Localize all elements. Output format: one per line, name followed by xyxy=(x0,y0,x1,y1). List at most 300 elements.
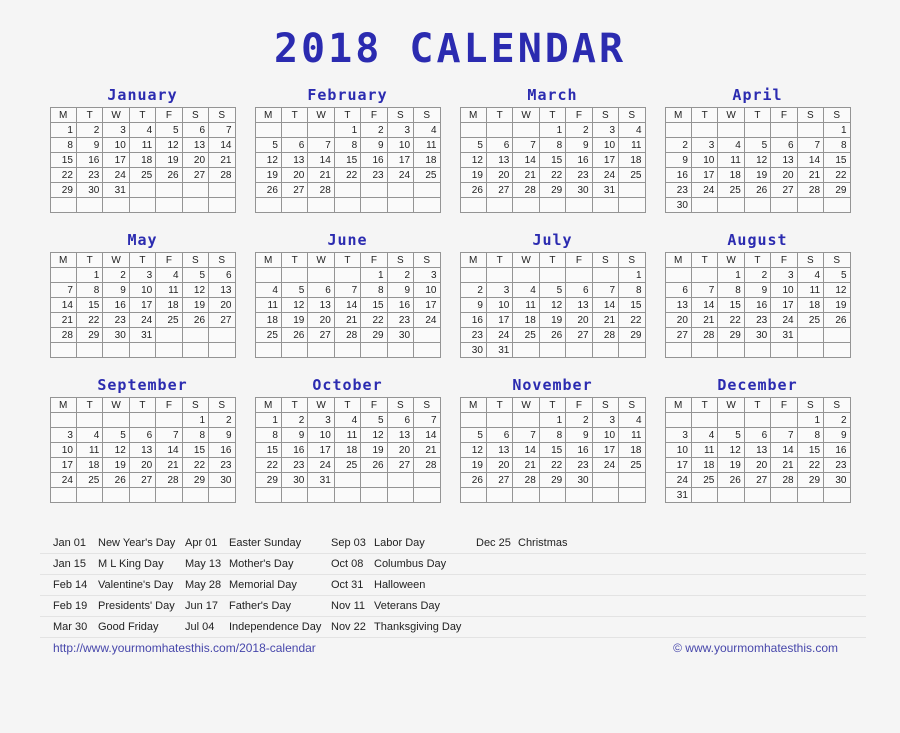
day-cell: 30 xyxy=(387,328,413,343)
day-cell: 15 xyxy=(334,153,360,168)
day-cell: 21 xyxy=(592,313,618,328)
day-cell: 5 xyxy=(103,428,129,443)
day-cell: 4 xyxy=(156,268,182,283)
day-cell: 14 xyxy=(513,443,539,458)
holiday-row xyxy=(40,533,866,554)
month-grid-table xyxy=(50,397,236,503)
weekday-header: T xyxy=(76,253,102,268)
weekday-header: S xyxy=(387,253,413,268)
day-cell: 6 xyxy=(129,428,155,443)
day-cell: 8 xyxy=(824,138,850,153)
holiday-name: Memorial Day xyxy=(229,579,297,591)
day-cell: 4 xyxy=(76,428,102,443)
month-grid-table xyxy=(665,397,851,503)
weekday-header: S xyxy=(387,108,413,123)
day-cell: 31 xyxy=(486,343,512,358)
empty-day-cell xyxy=(255,123,281,138)
empty-day-cell xyxy=(50,198,76,213)
month-october xyxy=(255,376,441,503)
week-row xyxy=(255,443,440,458)
day-cell: 24 xyxy=(592,458,618,473)
empty-day-cell xyxy=(592,473,618,488)
empty-day-cell xyxy=(156,488,182,503)
day-cell: 15 xyxy=(797,443,823,458)
day-cell: 25 xyxy=(797,313,823,328)
holiday-name: Mother's Day xyxy=(229,558,294,570)
weekday-header: W xyxy=(718,253,744,268)
empty-day-cell xyxy=(718,488,744,503)
week-row xyxy=(665,313,850,328)
day-cell: 17 xyxy=(665,458,691,473)
month-grid-table xyxy=(50,252,236,358)
day-cell: 17 xyxy=(414,298,440,313)
day-cell: 5 xyxy=(460,428,486,443)
empty-day-cell xyxy=(486,268,512,283)
weekday-header: S xyxy=(592,108,618,123)
month-grid-table xyxy=(255,107,441,213)
day-cell: 14 xyxy=(414,428,440,443)
day-cell: 27 xyxy=(281,183,307,198)
day-cell: 31 xyxy=(665,488,691,503)
day-cell: 14 xyxy=(513,153,539,168)
day-cell: 15 xyxy=(824,153,850,168)
empty-day-cell xyxy=(744,343,770,358)
day-cell: 26 xyxy=(182,313,208,328)
empty-day-cell xyxy=(824,488,850,503)
empty-day-cell xyxy=(334,268,360,283)
day-cell: 11 xyxy=(513,298,539,313)
day-cell: 3 xyxy=(414,268,440,283)
holiday-name: Good Friday xyxy=(98,621,159,633)
day-cell: 11 xyxy=(156,283,182,298)
weekday-header: F xyxy=(771,108,797,123)
empty-day-cell xyxy=(797,328,823,343)
day-cell: 19 xyxy=(718,458,744,473)
month-title: December xyxy=(717,376,798,394)
week-row xyxy=(665,283,850,298)
empty-day-cell xyxy=(387,473,413,488)
day-cell: 2 xyxy=(281,413,307,428)
empty-day-cell xyxy=(691,488,717,503)
day-cell: 12 xyxy=(255,153,281,168)
week-row xyxy=(665,343,850,358)
day-cell: 27 xyxy=(744,473,770,488)
weekday-header: M xyxy=(665,253,691,268)
weekday-header: S xyxy=(619,108,645,123)
day-cell: 18 xyxy=(513,313,539,328)
weekday-header: T xyxy=(129,253,155,268)
day-cell: 11 xyxy=(76,443,102,458)
day-cell: 7 xyxy=(50,283,76,298)
weekday-header: M xyxy=(460,108,486,123)
empty-day-cell xyxy=(334,473,360,488)
weekday-header: T xyxy=(744,108,770,123)
weekday-header: M xyxy=(460,398,486,413)
week-row xyxy=(255,298,440,313)
day-cell: 28 xyxy=(308,183,334,198)
day-cell: 2 xyxy=(665,138,691,153)
day-cell: 22 xyxy=(539,168,565,183)
day-cell: 1 xyxy=(539,413,565,428)
day-cell: 5 xyxy=(744,138,770,153)
day-cell: 21 xyxy=(414,443,440,458)
weekday-header: F xyxy=(566,253,592,268)
holiday-name: Easter Sunday xyxy=(229,537,302,549)
week-row xyxy=(50,123,235,138)
week-row xyxy=(50,313,235,328)
empty-day-cell xyxy=(797,488,823,503)
weekday-header: F xyxy=(361,108,387,123)
day-cell: 26 xyxy=(361,458,387,473)
empty-day-cell xyxy=(665,123,691,138)
day-cell: 8 xyxy=(255,428,281,443)
day-cell: 12 xyxy=(281,298,307,313)
weekday-header: T xyxy=(486,108,512,123)
holiday-name: Father's Day xyxy=(229,600,292,612)
month-grid-table xyxy=(460,107,646,213)
page-title: 2018 CALENDAR xyxy=(273,26,627,72)
holiday-date: Nov 22 xyxy=(331,621,366,633)
week-row xyxy=(50,473,235,488)
day-cell: 5 xyxy=(255,138,281,153)
week-row xyxy=(255,198,440,213)
week-row xyxy=(255,428,440,443)
holiday-name: Christmas xyxy=(518,537,568,549)
day-cell: 11 xyxy=(718,153,744,168)
day-cell: 6 xyxy=(182,123,208,138)
day-cell: 20 xyxy=(129,458,155,473)
empty-day-cell xyxy=(361,488,387,503)
day-cell: 14 xyxy=(797,153,823,168)
weekday-header: W xyxy=(308,253,334,268)
holiday-date: Jun 17 xyxy=(185,600,219,612)
day-cell: 2 xyxy=(209,413,235,428)
week-row xyxy=(460,488,645,503)
day-cell: 28 xyxy=(771,473,797,488)
empty-day-cell xyxy=(771,123,797,138)
day-cell: 23 xyxy=(361,168,387,183)
weekday-header: M xyxy=(665,108,691,123)
week-row xyxy=(255,328,440,343)
weekday-header: S xyxy=(209,398,235,413)
week-row xyxy=(460,313,645,328)
day-cell: 25 xyxy=(513,328,539,343)
day-cell: 7 xyxy=(334,283,360,298)
day-cell: 10 xyxy=(592,138,618,153)
weekday-header: F xyxy=(156,108,182,123)
weekday-header: S xyxy=(414,253,440,268)
day-cell: 29 xyxy=(797,473,823,488)
empty-day-cell xyxy=(414,473,440,488)
empty-day-cell xyxy=(387,488,413,503)
day-cell: 10 xyxy=(129,283,155,298)
empty-day-cell xyxy=(619,343,645,358)
day-cell: 5 xyxy=(361,413,387,428)
empty-day-cell xyxy=(308,268,334,283)
day-cell: 12 xyxy=(539,298,565,313)
empty-day-cell xyxy=(592,198,618,213)
week-row xyxy=(255,268,440,283)
week-row xyxy=(255,123,440,138)
empty-day-cell xyxy=(308,198,334,213)
day-cell: 27 xyxy=(566,328,592,343)
day-cell: 4 xyxy=(414,123,440,138)
day-cell: 13 xyxy=(665,298,691,313)
day-cell: 4 xyxy=(513,283,539,298)
empty-day-cell xyxy=(103,413,129,428)
day-cell: 22 xyxy=(797,458,823,473)
weekday-header: S xyxy=(824,253,850,268)
day-cell: 27 xyxy=(771,183,797,198)
week-row xyxy=(50,138,235,153)
day-cell: 3 xyxy=(129,268,155,283)
day-cell: 5 xyxy=(281,283,307,298)
empty-day-cell xyxy=(539,268,565,283)
day-cell: 16 xyxy=(209,443,235,458)
week-row xyxy=(50,488,235,503)
empty-day-cell xyxy=(513,343,539,358)
empty-day-cell xyxy=(76,343,102,358)
month-title: October xyxy=(312,376,383,394)
month-march xyxy=(460,86,646,213)
weekday-header: M xyxy=(255,253,281,268)
week-row xyxy=(50,343,235,358)
day-cell: 6 xyxy=(387,413,413,428)
weekday-header: W xyxy=(308,398,334,413)
day-cell: 12 xyxy=(460,153,486,168)
day-cell: 10 xyxy=(414,283,440,298)
week-row xyxy=(665,138,850,153)
day-cell: 2 xyxy=(460,283,486,298)
day-cell: 13 xyxy=(486,153,512,168)
day-cell: 23 xyxy=(209,458,235,473)
week-row xyxy=(50,428,235,443)
empty-day-cell xyxy=(209,183,235,198)
empty-day-cell xyxy=(797,123,823,138)
day-cell: 7 xyxy=(513,138,539,153)
empty-day-cell xyxy=(797,343,823,358)
day-cell: 2 xyxy=(76,123,102,138)
weekday-header: T xyxy=(539,108,565,123)
empty-day-cell xyxy=(281,488,307,503)
week-row xyxy=(255,458,440,473)
day-cell: 16 xyxy=(744,298,770,313)
weekday-header: S xyxy=(797,108,823,123)
day-cell: 6 xyxy=(209,268,235,283)
empty-day-cell xyxy=(255,198,281,213)
day-cell: 19 xyxy=(182,298,208,313)
day-cell: 25 xyxy=(619,168,645,183)
day-cell: 31 xyxy=(308,473,334,488)
empty-day-cell xyxy=(513,488,539,503)
day-cell: 28 xyxy=(414,458,440,473)
week-row xyxy=(460,428,645,443)
day-cell: 20 xyxy=(744,458,770,473)
week-row xyxy=(460,168,645,183)
day-cell: 15 xyxy=(76,298,102,313)
weekday-header: S xyxy=(592,253,618,268)
weekday-header: F xyxy=(566,398,592,413)
day-cell: 13 xyxy=(771,153,797,168)
weekday-header: S xyxy=(797,253,823,268)
holiday-date: Jan 01 xyxy=(53,537,87,549)
day-cell: 11 xyxy=(619,138,645,153)
day-cell: 12 xyxy=(718,443,744,458)
empty-day-cell xyxy=(182,183,208,198)
holidays-list xyxy=(40,533,866,638)
empty-day-cell xyxy=(156,328,182,343)
months-grid xyxy=(50,86,851,503)
holiday-name: Valentine's Day xyxy=(98,579,174,591)
empty-day-cell xyxy=(156,183,182,198)
day-cell: 3 xyxy=(486,283,512,298)
week-row xyxy=(255,168,440,183)
day-cell: 15 xyxy=(255,443,281,458)
day-cell: 19 xyxy=(460,168,486,183)
day-cell: 17 xyxy=(103,153,129,168)
day-cell: 9 xyxy=(566,428,592,443)
day-cell: 26 xyxy=(539,328,565,343)
weekday-header: S xyxy=(592,398,618,413)
weekday-header: F xyxy=(156,398,182,413)
day-cell: 3 xyxy=(592,123,618,138)
day-cell: 14 xyxy=(156,443,182,458)
empty-day-cell xyxy=(182,328,208,343)
weekday-header: F xyxy=(771,398,797,413)
day-cell: 19 xyxy=(824,298,850,313)
empty-day-cell xyxy=(691,198,717,213)
holiday-date: Oct 31 xyxy=(331,579,364,591)
week-row xyxy=(255,413,440,428)
day-cell: 2 xyxy=(361,123,387,138)
week-row xyxy=(665,443,850,458)
holiday-row xyxy=(40,596,866,617)
empty-day-cell xyxy=(414,343,440,358)
day-cell: 17 xyxy=(691,168,717,183)
day-cell: 27 xyxy=(486,473,512,488)
weekday-header: W xyxy=(513,108,539,123)
day-cell: 9 xyxy=(209,428,235,443)
day-cell: 21 xyxy=(209,153,235,168)
day-cell: 18 xyxy=(76,458,102,473)
week-row xyxy=(460,458,645,473)
month-december xyxy=(665,376,851,503)
day-cell: 20 xyxy=(486,168,512,183)
week-row xyxy=(50,413,235,428)
day-cell: 12 xyxy=(156,138,182,153)
day-cell: 23 xyxy=(76,168,102,183)
day-cell: 19 xyxy=(156,153,182,168)
day-cell: 10 xyxy=(691,153,717,168)
week-row xyxy=(255,313,440,328)
day-cell: 17 xyxy=(592,153,618,168)
empty-day-cell xyxy=(50,488,76,503)
weekday-header: M xyxy=(50,398,76,413)
day-cell: 18 xyxy=(619,153,645,168)
month-grid-table xyxy=(50,107,236,213)
week-row xyxy=(255,488,440,503)
week-row xyxy=(665,123,850,138)
empty-day-cell xyxy=(744,488,770,503)
empty-day-cell xyxy=(513,198,539,213)
weekday-header: S xyxy=(824,108,850,123)
week-row xyxy=(665,198,850,213)
day-cell: 19 xyxy=(281,313,307,328)
day-cell: 4 xyxy=(619,123,645,138)
week-row xyxy=(665,428,850,443)
empty-day-cell xyxy=(486,488,512,503)
day-cell: 31 xyxy=(592,183,618,198)
empty-day-cell xyxy=(103,198,129,213)
week-row xyxy=(255,283,440,298)
day-cell: 14 xyxy=(308,153,334,168)
day-cell: 15 xyxy=(718,298,744,313)
week-row xyxy=(665,473,850,488)
weekday-header: W xyxy=(103,398,129,413)
day-cell: 10 xyxy=(771,283,797,298)
weekday-header: W xyxy=(513,398,539,413)
holiday-date: Mar 30 xyxy=(53,621,88,633)
day-cell: 11 xyxy=(619,428,645,443)
weekday-header: S xyxy=(209,108,235,123)
day-cell: 28 xyxy=(513,473,539,488)
footer-url-link[interactable]: http://www.yourmomhatesthis.com/2018-calendar xyxy=(53,641,316,655)
day-cell: 25 xyxy=(691,473,717,488)
weekday-header: W xyxy=(103,253,129,268)
day-cell: 23 xyxy=(103,313,129,328)
weekday-header: F xyxy=(771,253,797,268)
day-cell: 23 xyxy=(281,458,307,473)
empty-day-cell xyxy=(691,413,717,428)
holiday-date: May 28 xyxy=(185,579,222,591)
empty-day-cell xyxy=(281,268,307,283)
weekday-header: M xyxy=(255,398,281,413)
day-cell: 22 xyxy=(824,168,850,183)
day-cell: 19 xyxy=(103,458,129,473)
day-cell: 9 xyxy=(744,283,770,298)
day-cell: 7 xyxy=(513,428,539,443)
day-cell: 16 xyxy=(665,168,691,183)
day-cell: 8 xyxy=(619,283,645,298)
day-cell: 13 xyxy=(486,443,512,458)
empty-day-cell xyxy=(281,123,307,138)
day-cell: 19 xyxy=(539,313,565,328)
holiday-name: Halloween xyxy=(374,579,426,591)
day-cell: 8 xyxy=(539,138,565,153)
weekday-header: T xyxy=(691,398,717,413)
day-cell: 14 xyxy=(334,298,360,313)
day-cell: 16 xyxy=(103,298,129,313)
empty-day-cell xyxy=(255,268,281,283)
day-cell: 15 xyxy=(361,298,387,313)
empty-day-cell xyxy=(308,123,334,138)
day-cell: 27 xyxy=(129,473,155,488)
empty-day-cell xyxy=(156,198,182,213)
day-cell: 30 xyxy=(744,328,770,343)
week-row xyxy=(665,183,850,198)
empty-day-cell xyxy=(460,488,486,503)
day-cell: 11 xyxy=(334,428,360,443)
day-cell: 14 xyxy=(209,138,235,153)
day-cell: 24 xyxy=(103,168,129,183)
weekday-header: T xyxy=(129,398,155,413)
month-grid-table xyxy=(665,252,851,358)
day-cell: 26 xyxy=(281,328,307,343)
day-cell: 19 xyxy=(255,168,281,183)
day-cell: 10 xyxy=(665,443,691,458)
day-cell: 22 xyxy=(619,313,645,328)
day-cell: 13 xyxy=(281,153,307,168)
